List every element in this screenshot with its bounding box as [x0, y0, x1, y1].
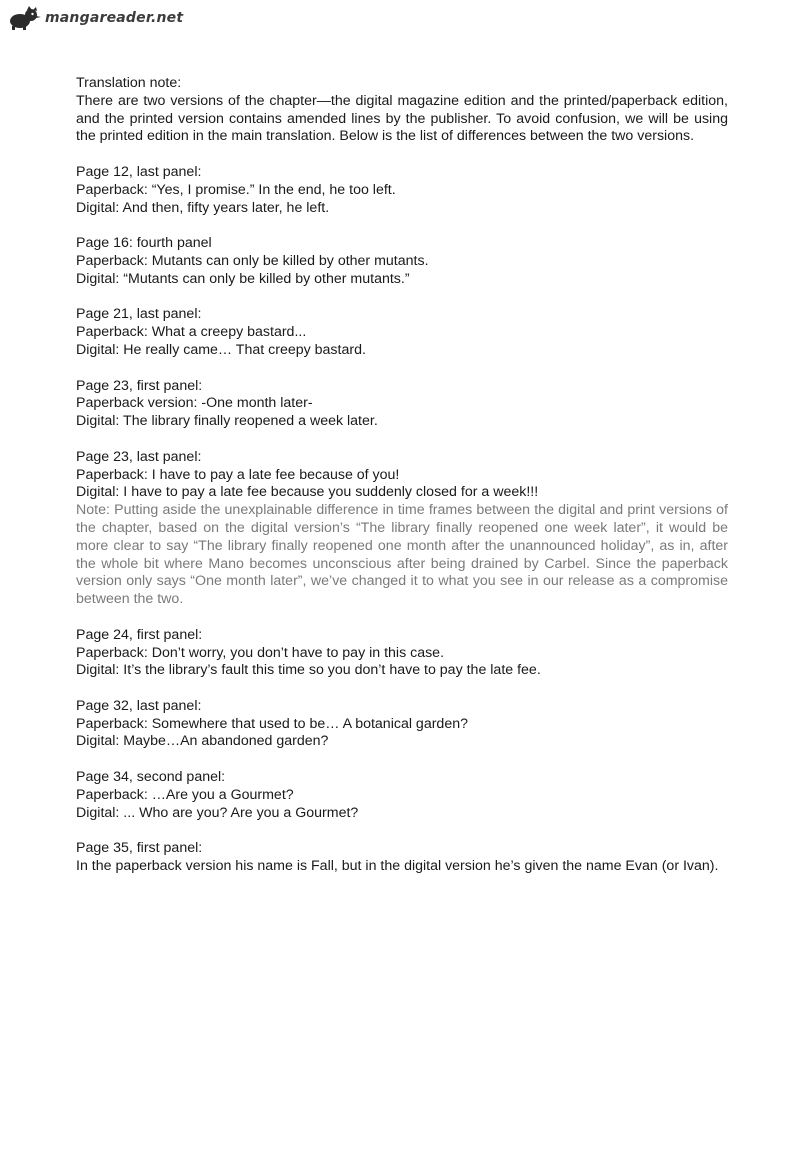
section-heading: Page 23, last panel:: [76, 448, 202, 465]
section-page-23-first: [76, 378, 728, 431]
section-page-21: [76, 306, 728, 359]
paperback-line: Paperback: Don’t worry, you don’t have to pay in this case.: [76, 644, 445, 661]
translation-note: [76, 75, 728, 894]
section-heading: Page 24, first panel:: [76, 626, 203, 643]
section-heading: Page 32, last panel:: [76, 697, 202, 714]
section-heading: Page 12, last panel:: [76, 163, 202, 180]
section-paragraph: In the paperback version his name is Fall, but in the digital version he’s given the name Evan (or Ivan).: [76, 858, 719, 875]
section-page-16: [76, 235, 728, 288]
section-page-12: [76, 164, 728, 217]
paperback-line: Paperback: What a creepy bastard...: [76, 324, 307, 341]
note-title: Translation note:: [76, 75, 182, 91]
section-page-24: [76, 627, 728, 680]
watermark: [8, 6, 183, 30]
section-heading: Page 34, second panel:: [76, 769, 226, 786]
digital-line: Digital: “Mutants can only be killed by other mutants.”: [76, 270, 410, 287]
digital-line: Digital: He really came… That creepy bastard.: [76, 341, 366, 358]
section-page-32: [76, 698, 728, 751]
section-page-23-last: [76, 449, 728, 609]
digital-line: Digital: I have to pay a late fee because you suddenly closed for a week!!!: [76, 484, 539, 501]
section-heading: Page 16: fourth panel: [76, 235, 212, 252]
reader-mascot-icon: [8, 6, 42, 30]
section-heading: Page 35, first panel:: [76, 840, 203, 857]
digital-line: Digital: ... Who are you? Are you a Gourmet?: [76, 804, 359, 821]
digital-line: Digital: The library finally reopened a week later.: [76, 413, 378, 430]
paperback-line: Paperback: “Yes, I promise.” In the end, he too left.: [76, 181, 396, 198]
section-heading: Page 23, first panel:: [76, 377, 203, 394]
digital-line: Digital: Maybe…An abandoned garden?: [76, 733, 329, 750]
digital-line: Digital: And then, fifty years later, he left.: [76, 199, 330, 216]
paperback-line: Paperback: I have to pay a late fee because of you!: [76, 466, 400, 483]
intro-paragraph: There are two versions of the chapter—the digital magazine edition and the printed/paperback edition, and the printed version contains amended lines by the publisher. To avoid confusion, we will be using the printed edition in the main translation. Below is the list of differences between the two versions.: [76, 92, 728, 145]
watermark-text: mangareader.net: [45, 10, 184, 26]
digital-line: Digital: It’s the library’s fault this time so you don’t have to pay the late fee.: [76, 662, 541, 679]
intro-block: [76, 75, 728, 146]
section-page-34: [76, 769, 728, 822]
paperback-line: Paperback: Somewhere that used to be… A botanical garden?: [76, 715, 468, 732]
paperback-line: Paperback: …Are you a Gourmet?: [76, 786, 294, 803]
paperback-line: Paperback version: -One month later-: [76, 395, 313, 412]
paperback-line: Paperback: Mutants can only be killed by other mutants.: [76, 252, 429, 269]
translator-note: Note: Putting aside the unexplainable difference in time frames between the digital and print versions of the chapter, based on the digital version’s “The library finally reopened one week later”, it would be more clear to say “The library finally reopened one month after the unannounced holiday”, as in, after the whole bit where Mano becomes unconscious after being drained by Carbel. Since the paperback version only says “One month later”, we’ve changed it to what you see in our release as a compromise between the two.: [76, 502, 728, 608]
section-page-35: [76, 840, 728, 876]
section-heading: Page 21, last panel:: [76, 306, 202, 323]
